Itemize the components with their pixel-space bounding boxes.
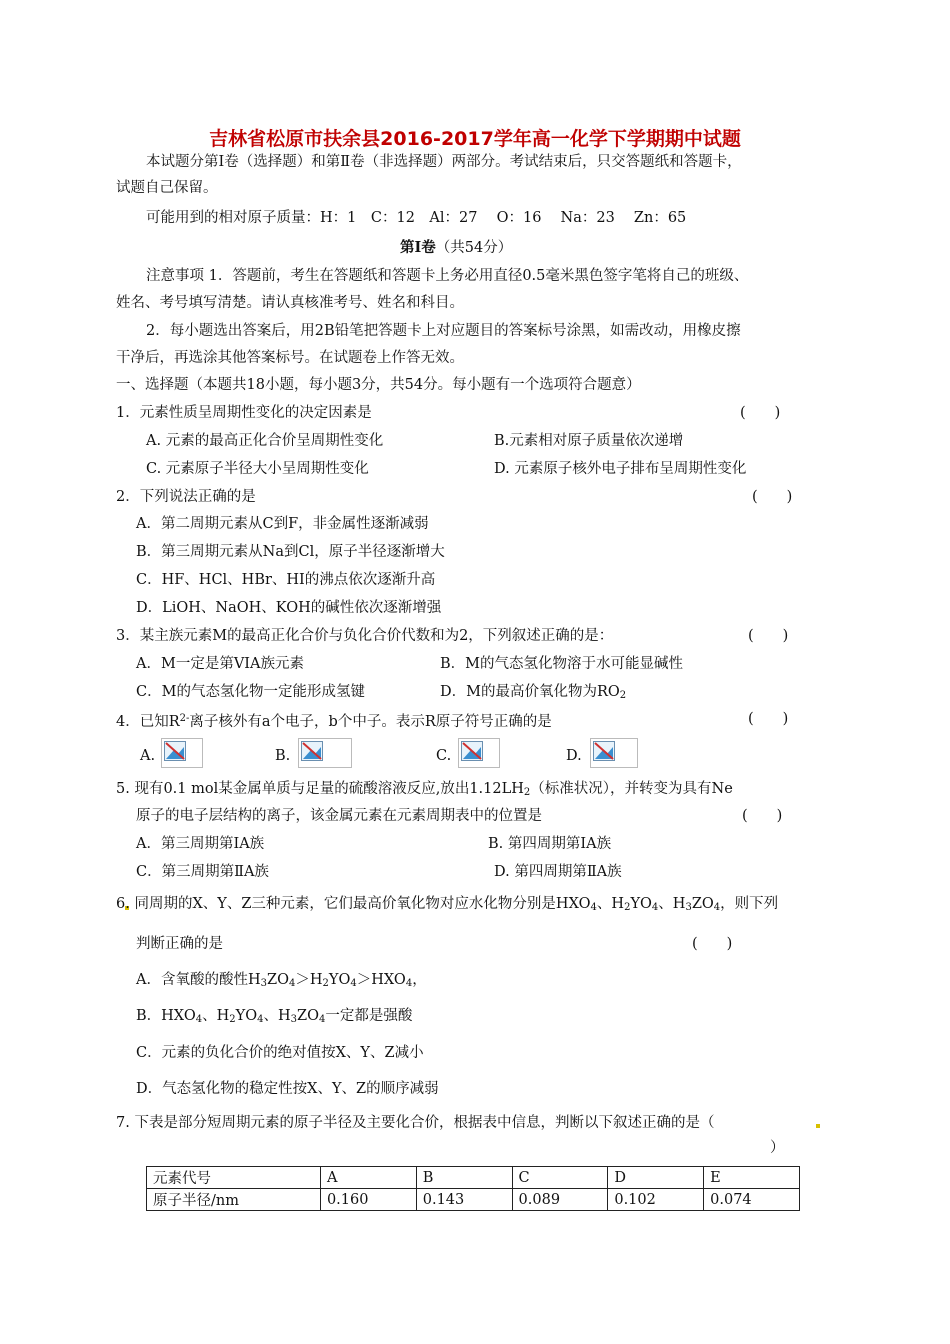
q2-option-c: C．HF、HCl、HBr、HI的沸点依次逐渐升高 [136,572,436,588]
q6-a-s4: 4 [350,978,357,989]
q6-b-s1: 4 [195,1014,203,1025]
q6-stem-c: YO [630,896,652,912]
q1-option-d: D. 元素原子核外电子排布呈周期性变化 [494,461,747,477]
table-cell: 0.102 [608,1189,704,1211]
q6-stem-e: ZO [691,896,714,912]
q6-stem-f: ，则下列 [720,896,779,912]
broken-image-icon [164,741,186,761]
q3-option-d [440,682,626,706]
q6-option-a [136,970,427,994]
q4-stem-b: 离子核外有a个电子，b个中子。表示R原子符号正确的是 [189,714,552,730]
q2-answer-paren: ( ) [752,489,793,505]
q6-sub-5: 4 [713,902,721,913]
q4-option-c: C. [436,748,452,764]
q5-line-1-b: （标准状况），并转变为具有Ne [530,781,733,797]
table-cell: B [416,1167,512,1189]
intro-line-1: 本试题分第Ⅰ卷（选择题）和第Ⅱ卷（非选择题）两部分。考试结束后，只交答题纸和答题卡， [146,154,742,170]
notes-line-2: 姓名、考号填写清楚。请认真核准考号、姓名和科目。 [116,295,464,311]
q6-a-1: A．含氧酸的酸性H [136,972,261,988]
q6-b-s3: 4 [257,1014,264,1025]
intro-line-2: 试题自己保留。 [116,180,218,196]
q5-line-1-sub: 2 [523,787,531,798]
q6-sub-2: 2 [624,902,631,913]
table-cell: 0.160 [320,1189,416,1211]
q5-option-c: C．第三周期第ⅡA族 [136,864,269,880]
q3-option-b: B．M的气态氢化物溶于水可能显碱性 [440,656,684,672]
table-cell: E [704,1167,800,1189]
highlight-dot [816,1124,820,1128]
q5-option-d: D. 第四周期第ⅡA族 [494,864,622,880]
q6-answer-paren: ( ) [692,936,733,952]
broken-image-icon [461,741,483,761]
q2-stem: 2．下列说法正确的是 [116,489,256,505]
q6-b-s4: 3 [290,1014,298,1025]
q6-a-s5: 4 [405,978,413,989]
table-cell: 原子半径/nm [147,1189,321,1211]
q6-b-s2: 2 [229,1014,236,1025]
section-heading-bold: 第Ⅰ卷 [400,239,436,256]
q7-close-paren: ） [770,1140,785,1156]
q6-number: 6. [116,896,130,912]
table-row [147,1167,800,1189]
q4-stem-sup: 2- [179,713,190,724]
table-cell: A [320,1167,416,1189]
table-row [147,1189,800,1211]
q5-line-1 [116,779,733,803]
q4-answer-paren: ( ) [748,711,789,727]
q6-stem-b: 、H [596,896,625,912]
section-heading [400,238,512,258]
q1-option-b: B.元素相对原子质量依次递增 [494,433,684,449]
notes-line-4: 干净后，再选涂其他答案标号。在试题卷上作答无效。 [116,350,464,366]
q4-option-d-image [590,738,638,768]
section-heading-rest: （共54分） [435,240,513,256]
q3-answer-paren: ( ) [748,628,789,644]
table-cell: C [512,1167,608,1189]
q3-stem: 3．某主族元素M的最高正化合价与负化合价代数和为2，下列叙述正确的是： [116,628,614,644]
q3-option-d-sub: 2 [619,690,627,701]
q6-a-s2: 4 [288,978,296,989]
q2-option-d: D．LiOH、NaOH、KOH的碱性依次逐渐增强 [136,600,442,616]
q4-option-c-image [458,738,500,768]
q6-b-s5: 4 [319,1014,326,1025]
q4-stem [116,709,552,732]
broken-image-icon [301,741,323,761]
q5-option-a: A．第三周期第IA族 [136,836,265,852]
q6-a-6: ， [412,972,427,988]
q6-line-2: 判断正确的是 [136,936,223,952]
q4-option-b: B. [275,748,291,764]
part-heading: 一、选择题（本题共18小题，每小题3分，共54分。每小题有一个选项符合题意） [116,377,641,393]
q2-option-b: B．第三周期元素从Na到Cl，原子半径逐渐增大 [136,544,445,560]
q6-b-1: B．HXO [136,1008,196,1024]
table-cell: 0.089 [512,1189,608,1211]
table-cell: 0.143 [416,1189,512,1211]
broken-image-icon [593,741,615,761]
table-cell: 0.074 [704,1189,800,1211]
q6-sub-4: 3 [685,902,692,913]
q1-option-a: A. 元素的最高正化合价呈周期性变化 [146,433,384,449]
q6-b-5: ZO [297,1008,320,1024]
q6-stem [116,894,778,918]
q6-a-5: ＞HXO [356,972,406,988]
element-table [146,1166,800,1211]
q6-option-d: D．气态氢化物的稳定性按X、Y、Z的顺序减弱 [136,1081,439,1097]
q6-a-3: ＞H [295,972,323,988]
q6-option-c: C．元素的负化合价的绝对值按X、Y、Z减小 [136,1045,424,1061]
q1-stem: 1．元素性质呈周期性变化的决定因素是 [116,405,372,421]
notes-line-1: 注意事项 1．答题前，考生在答题纸和答题卡上务必用直径0.5毫米黑色签字笔将自己的班级、 [146,268,749,284]
q6-stem-d: 、H [658,896,686,912]
q5-answer-paren: ( ) [742,808,783,824]
q6-a-2: ZO [267,972,289,988]
q4-stem-a: 4．已知R [116,714,180,730]
q4-option-b-image [298,738,352,768]
q2-option-a: A．第二周期元素从C到F，非金属性逐渐减弱 [136,516,429,532]
q6-b-3: YO [235,1008,258,1024]
q6-b-4: 、H [263,1008,291,1024]
q6-sub-3: 4 [651,902,659,913]
q7-stem: 7. 下表是部分短周期元素的原子半径及主要化合价，根据表中信息，判断以下叙述正确的是（ [116,1115,715,1131]
q3-option-a: A．M一定是第VIA族元素 [136,656,304,672]
q6-b-2: 、H [202,1008,230,1024]
q1-answer-paren: ( ) [740,405,781,421]
q5-line-1-a: 5. 现有0.1 mol某金属单质与足量的硫酸溶液反应,放出1.12LH [116,781,524,797]
q6-a-s3: 2 [322,978,329,989]
q6-a-4: YO [328,972,351,988]
q5-line-2: 原子的电子层结构的离子，该金属元素在元素周期表中的位置是 [136,808,542,824]
notes-line-3: 2．每小题选出答案后，用2B铅笔把答题卡上对应题目的答案标号涂黑，如需改动，用橡皮擦 [146,323,741,339]
q6-b-6: 一定都是强酸 [325,1008,413,1024]
q6-a-s1: 3 [260,978,267,989]
table-cell: D [608,1167,704,1189]
q3-option-c: C．M的气态氢化物一定能形成氢键 [136,684,365,700]
atomic-masses: 可能用到的相对原子质量：H：1 C：12 Al：27 O：16 Na：23 Zn：65 [146,210,687,226]
q6-option-b [136,1006,412,1030]
q5-option-b: B. 第四周期第IA族 [488,836,612,852]
q3-option-d-text: D．M的最高价氧化物为RO [440,684,620,700]
table-cell: 元素代号 [147,1167,321,1189]
q1-option-c: C. 元素原子半径大小呈周期性变化 [146,461,369,477]
q4-option-d: D. [566,748,582,764]
q6-sub-1: 4 [590,902,597,913]
q4-option-a: A. [140,748,156,764]
q6-stem-a: 同周期的X、Y、Z三种元素，它们最高价氧化物对应水化物分别是HXO [134,896,591,912]
exam-title: 吉林省松原市扶余县2016-2017学年高一化学下学期期中试题 [209,128,741,150]
q4-option-a-image [161,738,203,768]
